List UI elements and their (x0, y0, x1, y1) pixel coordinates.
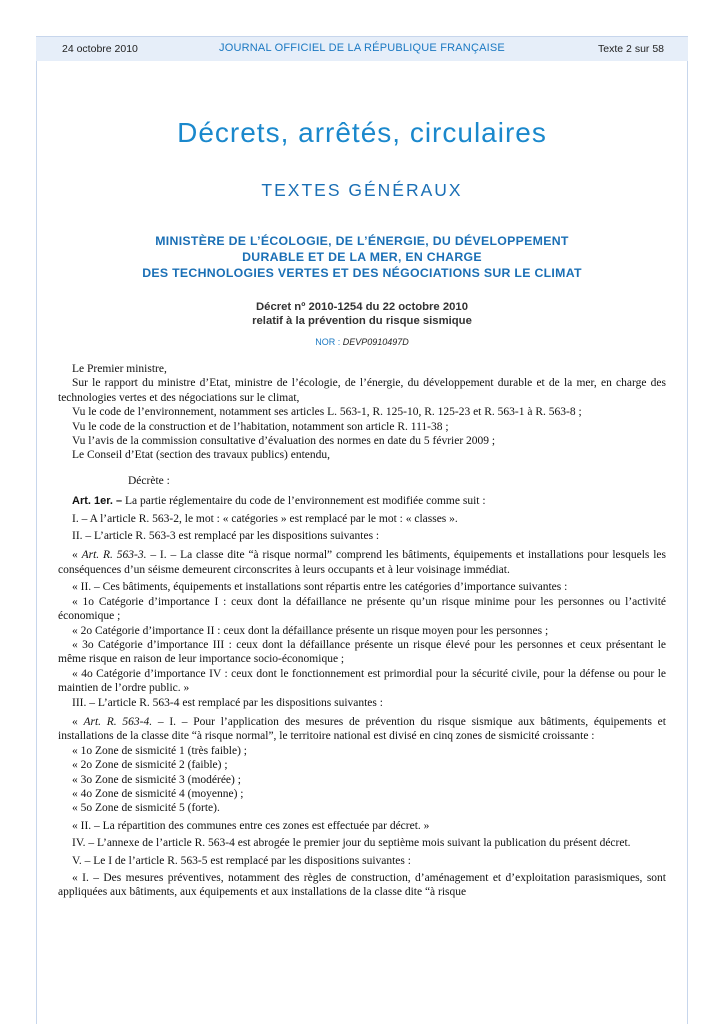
publication-date: 24 octobre 2010 (62, 43, 138, 55)
ministry-line: MINISTÈRE DE L’ÉCOLOGIE, DE L’ÉNERGIE, DU DÉVELOPPEMENT (155, 234, 569, 248)
nor-label: NOR : (315, 337, 341, 347)
article-ref: Art. R. 563-3. (81, 549, 147, 562)
ministry-line: DES TECHNOLOGIES VERTES ET DES NÉGOCIATIONS SUR LE CLIMAT (142, 266, 582, 280)
nor-reference (0, 337, 724, 347)
paragraph: Le Conseil d’Etat (section des travaux publics) entendu, (72, 449, 331, 462)
article-text: La partie réglementaire du code de l’environnement est modifiée comme suit : (125, 495, 486, 508)
paragraph: « II. – La répartition des communes entre ces zones est effectuée par décret. » (72, 819, 430, 832)
section-title: Décrets, arrêtés, circulaires (177, 117, 547, 148)
zone-item: « 3o Zone de sismicité 3 (modérée) ; (72, 773, 241, 786)
quote-mark: « (72, 715, 84, 728)
paragraph: I. – A l’article R. 563-2, le mot : « catégories » est remplacé par le mot : « classes ». (72, 512, 458, 525)
paragraph: « I. – Des mesures préventives, notamment des règles de construction, d’aménagement et d’exploitation parasismiques, sont appliquées aux bâtiments, aux équipements et aux installations de la classe dite “à risque (58, 872, 666, 899)
category-item: « 3o Catégorie d’importance III : ceux dont la défaillance présente un risque élevé pour les personnes et ceux présentant le même risque en raison de leur importance socio-économique ; (58, 638, 666, 666)
ministry-line: DURABLE ET DE LA MER, EN CHARGE (242, 250, 482, 264)
zone-item: « 2o Zone de sismicité 2 (faible) ; (72, 759, 228, 772)
paragraph: Le Premier ministre, (72, 363, 167, 375)
paragraph: Vu le code de la construction et de l’habitation, notamment son article R. 111-38 ; (72, 420, 449, 433)
text-counter: Texte 2 sur 58 (598, 43, 664, 55)
zone-item: « 1o Zone de sismicité 1 (très faible) ; (72, 744, 248, 757)
article-label: Art. 1er. – (72, 495, 123, 508)
article-r563-3 (58, 548, 666, 577)
paragraph: IV. – L’annexe de l’article R. 563-4 est abrogée le premier jour du septième mois suivant la publication du présent décret. (72, 837, 631, 850)
zone-item: « 5o Zone de sismicité 5 (forte). (72, 802, 220, 815)
journal-header (36, 37, 688, 61)
category-item: « 1o Catégorie d’importance I : ceux dont la défaillance ne présente qu’un risque minime pour les personnes ou l’activité économique ; (58, 595, 666, 623)
nor-value: DEVP0910497D (342, 337, 409, 347)
zone-item: « 4o Zone de sismicité 4 (moyenne) ; (72, 787, 244, 800)
article-r563-4 (58, 715, 666, 744)
paragraph: Vu le code de l’environnement, notamment ses articles L. 563-1, R. 125-10, R. 125-23 et R. 563-1 à R. 563-8 ; (72, 406, 582, 419)
article-text: – I. – La classe dite “à risque normal” comprend les bâtiments, équipements et installations pour lesquels les conséquences d’un séisme demeurent circonscrites à leurs occupants et à leur voisinage immédiat. (58, 549, 667, 576)
paragraph: « II. – Ces bâtiments, équipements et installations sont répartis entre les catégories d’importance suivantes : (72, 581, 568, 594)
paragraph: II. – L’article R. 563-3 est remplacé par les dispositions suivantes : (72, 530, 380, 543)
category-item: « 4o Catégorie d’importance IV : ceux dont le fonctionnement est primordial pour la sécurité civile, pour la défense ou pour le maintien de l’ordre public. » (58, 667, 666, 695)
paragraph: Sur le rapport du ministre d’Etat, ministre de l’écologie, de l’énergie, du développement durable et de la mer, en charge des technologies vertes et des négociations sur le climat, (58, 377, 666, 404)
paragraph: Vu l’avis de la commission consultative d’évaluation des normes en date du 5 février 2009 ; (72, 435, 496, 448)
subsection-title: TEXTES GÉNÉRAUX (261, 180, 463, 200)
decree-title (0, 300, 724, 328)
paragraph: V. – Le I de l’article R. 563-5 est remplacé par les dispositions suivantes : (72, 854, 411, 867)
decree-number: Décret nº 2010-1254 du 22 octobre 2010 (256, 301, 468, 313)
paragraph: III. – L’article R. 563-4 est remplacé par les dispositions suivantes : (72, 696, 383, 709)
decree-body (58, 362, 666, 900)
article-1 (58, 494, 666, 508)
category-item: « 2o Catégorie d’importance II : ceux dont la défaillance présente un risque moyen pour les personnes ; (72, 624, 549, 637)
article-text: – I. – Pour l’application des mesures de prévention du risque sismique aux bâtiments, équipements et installations de la classe dite “à risque normal”, le territoire national est divisé en cinq zones de sismicité croissante : (58, 715, 666, 743)
article-ref: Art. R. 563-4. (83, 715, 153, 728)
quote-mark: « (72, 549, 82, 562)
decrete-line: Décrète : (128, 474, 170, 487)
ministry-heading (0, 233, 724, 281)
decree-subject: relatif à la prévention du risque sismique (252, 315, 472, 327)
journal-title: JOURNAL OFFICIEL DE LA RÉPUBLIQUE FRANÇAISE (219, 42, 505, 54)
